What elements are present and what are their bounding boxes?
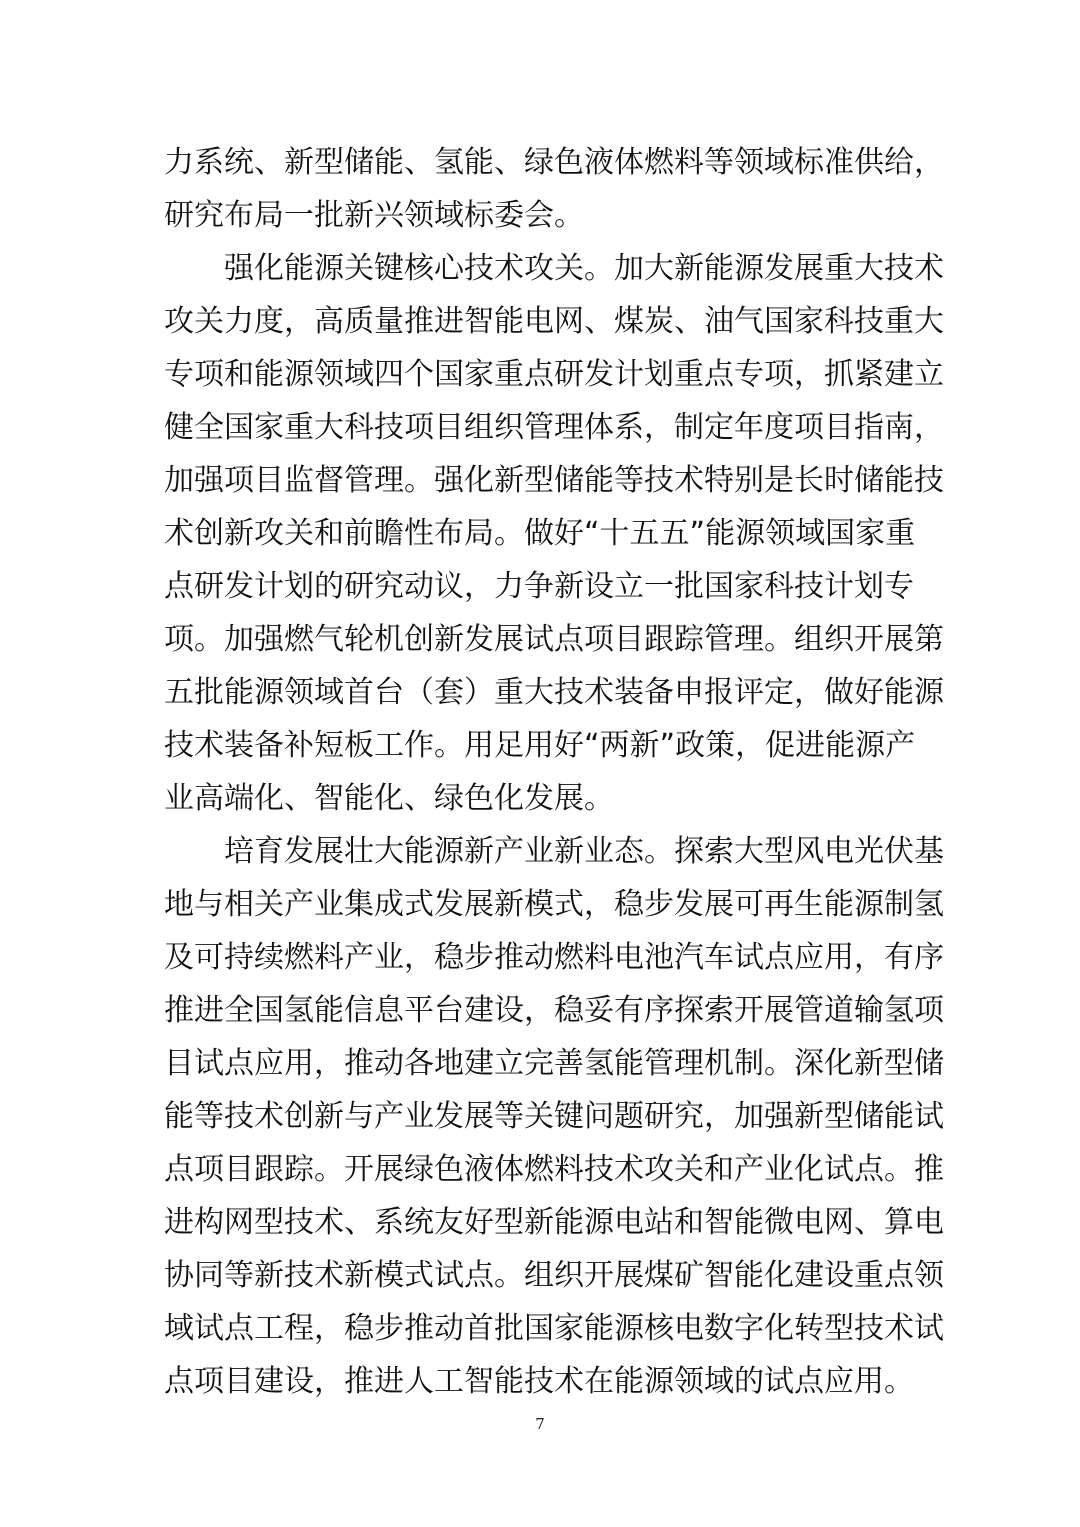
paragraph-new-industries xyxy=(164,825,944,1408)
text-line: 进构网型技术、系统友好型新能源电站和智能微电网、算电 xyxy=(164,1205,944,1240)
body-text xyxy=(164,136,944,1408)
text-line: 点研发计划的研究动议，力争新设立一批国家科技计划专 xyxy=(164,569,914,604)
paragraph-standards-continued xyxy=(164,136,944,242)
text-line: 五批能源领域首台（套）重大技术装备申报评定，做好能源 xyxy=(164,675,944,710)
text-line: 攻关力度，高质量推进智能电网、煤炭、油气国家科技重大 xyxy=(164,304,944,339)
text-line: 项。加强燃气轮机创新发展试点项目跟踪管理。组织开展第 xyxy=(164,622,944,657)
text-line: 业高端化、智能化、绿色化发展。 xyxy=(164,781,614,816)
text-line: 点项目跟踪。开展绿色液体燃料技术攻关和产业化试点。推 xyxy=(164,1152,944,1187)
text-line: 加强项目监督管理。强化新型储能等技术特别是长时储能技 xyxy=(164,463,944,498)
text-line: 推进全国氢能信息平台建设，稳妥有序探索开展管道输氢项 xyxy=(164,993,944,1028)
text-line: 健全国家重大科技项目组织管理体系，制定年度项目指南， xyxy=(164,410,944,445)
paragraph-key-technology xyxy=(164,242,944,825)
text-line: 协同等新技术新模式试点。组织开展煤矿智能化建设重点领 xyxy=(164,1258,944,1293)
text-line: 能等技术创新与产业发展等关键问题研究，加强新型储能试 xyxy=(164,1099,944,1134)
text-line: 地与相关产业集成式发展新模式，稳步发展可再生能源制氢 xyxy=(164,887,944,922)
text-line: 术创新攻关和前瞻性布局。做好“十五五”能源领域国家重 xyxy=(164,516,916,551)
text-line: 及可持续燃料产业，稳步推动燃料电池汽车试点应用，有序 xyxy=(164,940,944,975)
text-line: 技术装备补短板工作。用足用好“两新”政策，促进能源产 xyxy=(164,728,916,763)
text-line: 专项和能源领域四个国家重点研发计划重点专项，抓紧建立 xyxy=(164,357,944,392)
text-line: 力系统、新型储能、氢能、绿色液体燃料等领域标准供给， xyxy=(164,145,944,180)
text-line: 目试点应用，推动各地建立完善氢能管理机制。深化新型储 xyxy=(164,1046,944,1081)
text-line: 点项目建设，推进人工智能技术在能源领域的试点应用。 xyxy=(164,1364,914,1399)
text-line: 研究布局一批新兴领域标委会。 xyxy=(164,198,584,233)
text-line: 域试点工程，稳步推动首批国家能源核电数字化转型技术试 xyxy=(164,1311,944,1346)
text-line: 培育发展壮大能源新产业新业态。探索大型风电光伏基 xyxy=(224,834,944,869)
text-line: 强化能源关键核心技术攻关。加大新能源发展重大技术 xyxy=(224,251,944,286)
page-number: 7 xyxy=(535,1415,545,1433)
